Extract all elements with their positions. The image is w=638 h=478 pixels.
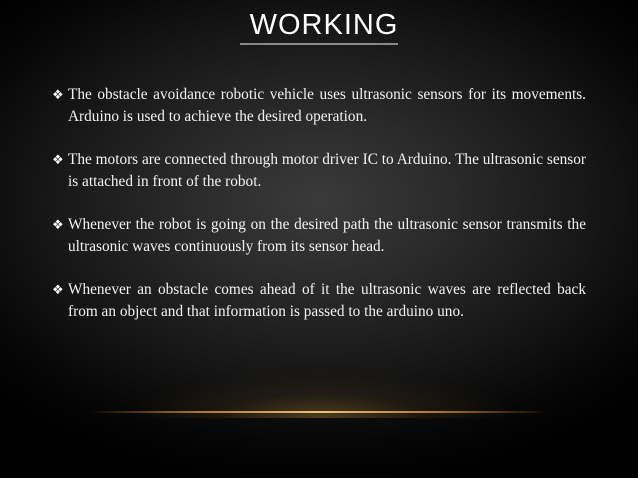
- bullet-item-4: [52, 279, 586, 323]
- diamond-bullet-icon: ❖: [52, 152, 64, 167]
- bullet-item-1: [52, 84, 586, 128]
- bullet-text-2: The motors are connected through motor driver IC to Arduino. The ultrasonic sensor is attached in front of the robot.: [68, 151, 586, 190]
- gold-divider-line: [90, 411, 548, 413]
- bullet-item-2: [52, 149, 586, 193]
- slide-title-container: [0, 8, 638, 45]
- bullet-text-3: Whenever the robot is going on the desired path the ultrasonic sensor transmits the ultrasonic waves continuously from its sensor head.: [68, 216, 586, 255]
- diamond-bullet-icon: ❖: [52, 87, 64, 102]
- slide-title: WORKING: [240, 8, 399, 45]
- bullet-item-3: [52, 214, 586, 258]
- bullet-list: [52, 84, 586, 344]
- floor-glow: [60, 358, 580, 418]
- diamond-bullet-icon: ❖: [52, 217, 64, 232]
- diamond-bullet-icon: ❖: [52, 282, 64, 297]
- bullet-text-4: Whenever an obstacle comes ahead of it the ultrasonic waves are reflected back from an object and that information is passed to the arduino uno.: [68, 281, 586, 320]
- bullet-text-1: The obstacle avoidance robotic vehicle uses ultrasonic sensors for its movements. Arduino is used to achieve the desired operation.: [68, 86, 586, 125]
